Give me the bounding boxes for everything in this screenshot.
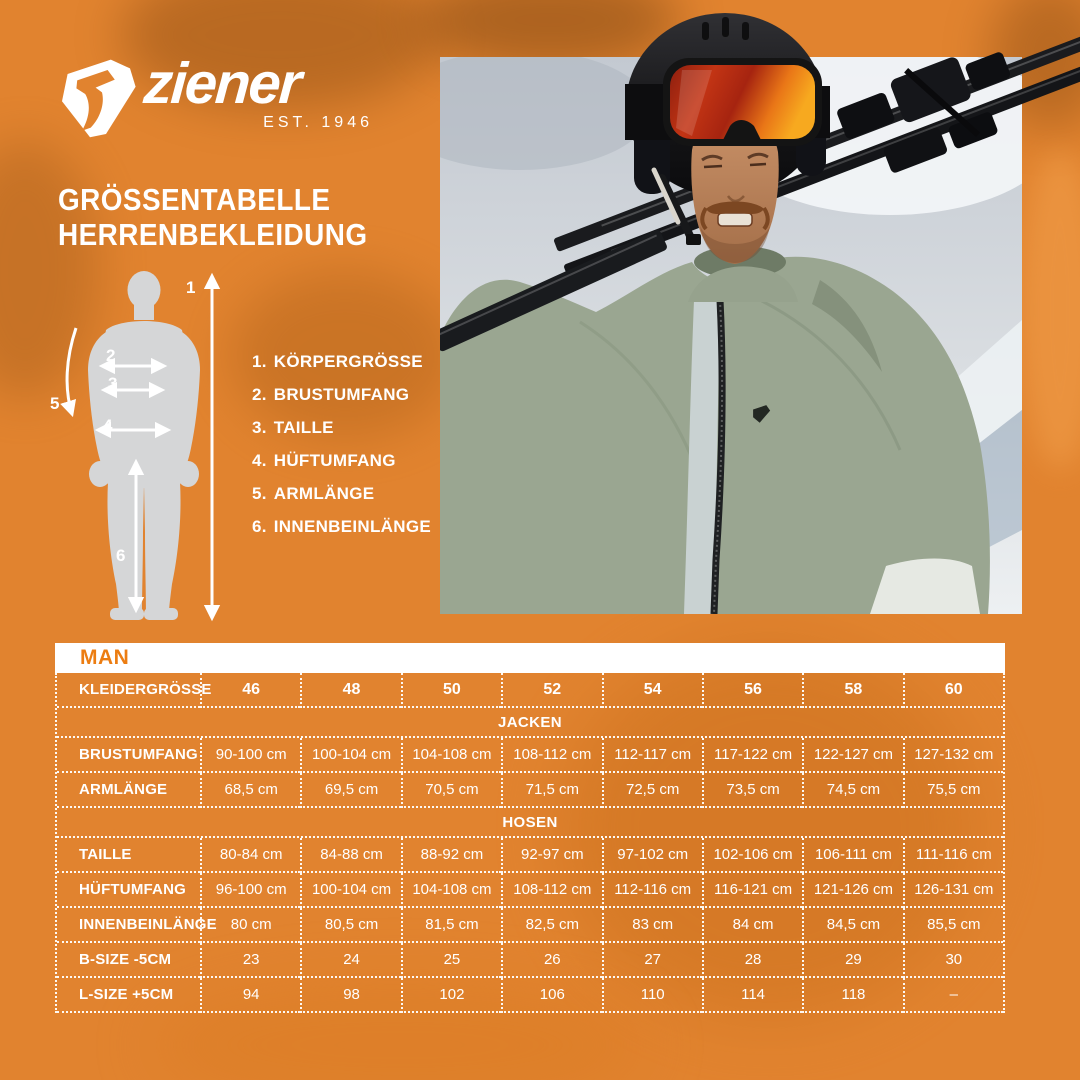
- marker-1: 1: [186, 278, 196, 297]
- row-value: 97-102 cm: [602, 838, 702, 873]
- legend-label: ARMLÄNGE: [273, 484, 375, 503]
- row-value: 116-121 cm: [702, 873, 802, 908]
- row-value: 30: [903, 943, 1003, 978]
- row-value: 23: [200, 943, 300, 978]
- row-value: 102-106 cm: [702, 838, 802, 873]
- row-value: 92-97 cm: [501, 838, 601, 873]
- legend-number: 4.: [252, 451, 267, 470]
- row-value: 74,5 cm: [802, 773, 902, 808]
- row-value: 80-84 cm: [200, 838, 300, 873]
- page-title-line1: GRÖSSENTABELLE: [58, 182, 331, 217]
- row-value: 100-104 cm: [300, 873, 400, 908]
- brand-est-year: EST. 1946: [263, 114, 373, 131]
- row-value: 71,5 cm: [501, 773, 601, 808]
- row-value: 90-100 cm: [200, 738, 300, 773]
- row-value: 24: [300, 943, 400, 978]
- legend-number: 3.: [252, 418, 267, 437]
- teeth: [718, 213, 752, 226]
- size-value: 60: [903, 673, 1003, 708]
- table-title-bar: [55, 643, 1005, 673]
- row-value: –: [903, 978, 1003, 1013]
- marker-5: 5: [50, 394, 60, 413]
- row-value: 121-126 cm: [802, 873, 902, 908]
- row-value: 111-116 cm: [903, 838, 1003, 873]
- row-label: TAILLE: [57, 838, 200, 873]
- legend-number: 1.: [252, 352, 267, 371]
- row-value: 106: [501, 978, 601, 1013]
- size-value: 58: [802, 673, 902, 708]
- body-measurement-diagram: [48, 266, 228, 626]
- row-value: 70,5 cm: [401, 773, 501, 808]
- row-value: 104-108 cm: [401, 873, 501, 908]
- legend-number: 6.: [252, 517, 267, 536]
- row-value: 80 cm: [200, 908, 300, 943]
- size-value: 56: [702, 673, 802, 708]
- row-value: 29: [802, 943, 902, 978]
- size-table-grid: [55, 673, 1005, 1013]
- row-label: INNENBEINLÄNGE: [57, 908, 200, 943]
- row-value: 96-100 cm: [200, 873, 300, 908]
- marker-2: 2: [106, 346, 116, 365]
- size-table: [55, 643, 1005, 1013]
- sleeve-cuff: [870, 559, 980, 615]
- row-value: 126-131 cm: [903, 873, 1003, 908]
- ziener-shield-icon: [58, 56, 138, 140]
- legend-label: HÜFTUMFANG: [273, 451, 396, 470]
- marker-6: 6: [116, 546, 126, 565]
- table-title: MAN: [80, 646, 130, 669]
- legend-number: 2.: [252, 385, 267, 404]
- row-value: 112-117 cm: [602, 738, 702, 773]
- row-value: 104-108 cm: [401, 738, 501, 773]
- row-value: 100-104 cm: [300, 738, 400, 773]
- row-label: B-SIZE -5CM: [57, 943, 200, 978]
- row-value: 81,5 cm: [401, 908, 501, 943]
- size-row-label: KLEIDERGRÖSSE: [57, 673, 200, 708]
- section-heading: HOSEN: [57, 808, 1003, 838]
- legend-label: INNENBEINLÄNGE: [273, 517, 431, 536]
- row-label: L-SIZE +5CM: [57, 978, 200, 1013]
- row-value: 85,5 cm: [903, 908, 1003, 943]
- row-value: 27: [602, 943, 702, 978]
- row-value: 88-92 cm: [401, 838, 501, 873]
- legend-label: BRUSTUMFANG: [273, 385, 410, 404]
- row-value: 84,5 cm: [802, 908, 902, 943]
- marker-3: 3: [108, 374, 118, 393]
- row-value: 68,5 cm: [200, 773, 300, 808]
- row-value: 83 cm: [602, 908, 702, 943]
- size-value: 54: [602, 673, 702, 708]
- row-value: 127-132 cm: [903, 738, 1003, 773]
- row-value: 118: [802, 978, 902, 1013]
- row-value: 108-112 cm: [501, 738, 601, 773]
- legend-label: KÖRPERGRÖSSE: [273, 352, 423, 371]
- row-value: 73,5 cm: [702, 773, 802, 808]
- page-title: [58, 182, 367, 252]
- row-value: 84-88 cm: [300, 838, 400, 873]
- row-value: 98: [300, 978, 400, 1013]
- row-value: 26: [501, 943, 601, 978]
- size-value: 46: [200, 673, 300, 708]
- goggles: [663, 58, 822, 146]
- row-value: 108-112 cm: [501, 873, 601, 908]
- row-value: 75,5 cm: [903, 773, 1003, 808]
- row-value: 112-116 cm: [602, 873, 702, 908]
- row-value: 82,5 cm: [501, 908, 601, 943]
- section-heading: JACKEN: [57, 708, 1003, 738]
- row-value: 69,5 cm: [300, 773, 400, 808]
- row-value: 28: [702, 943, 802, 978]
- row-value: 122-127 cm: [802, 738, 902, 773]
- body-silhouette: [88, 271, 200, 620]
- page-title-line2: HERRENBEKLEIDUNG: [58, 217, 368, 252]
- row-label: BRUSTUMFANG: [57, 738, 200, 773]
- legend-label: TAILLE: [273, 418, 334, 437]
- row-value: 25: [401, 943, 501, 978]
- row-value: 84 cm: [702, 908, 802, 943]
- row-value: 102: [401, 978, 501, 1013]
- row-value: 80,5 cm: [300, 908, 400, 943]
- legend-number: 5.: [252, 484, 267, 503]
- hero-photo-skier: [400, 0, 1080, 620]
- marker-4: 4: [103, 416, 113, 435]
- size-value: 48: [300, 673, 400, 708]
- size-value: 50: [401, 673, 501, 708]
- row-value: 114: [702, 978, 802, 1013]
- row-value: 117-122 cm: [702, 738, 802, 773]
- row-value: 94: [200, 978, 300, 1013]
- row-value: 106-111 cm: [802, 838, 902, 873]
- size-value: 52: [501, 673, 601, 708]
- row-value: 72,5 cm: [602, 773, 702, 808]
- row-value: 110: [602, 978, 702, 1013]
- brand-wordmark: ziener: [141, 51, 302, 116]
- row-label: HÜFTUMFANG: [57, 873, 200, 908]
- row-label: ARMLÄNGE: [57, 773, 200, 808]
